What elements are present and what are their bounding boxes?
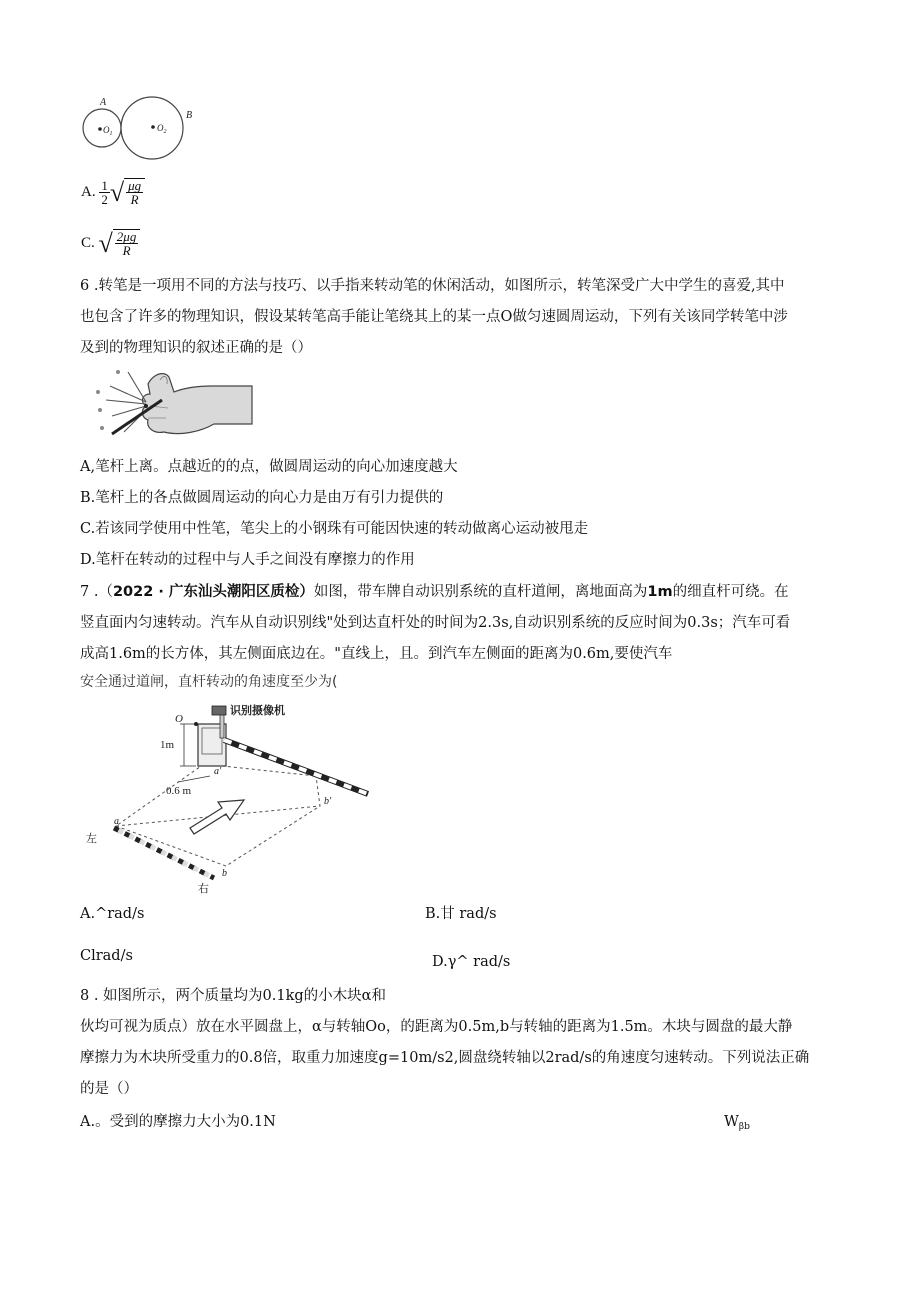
label-a: A	[100, 97, 107, 108]
label-o2: $O_2$	[157, 123, 167, 135]
q8-stem-line-3: 摩擦力为木块所受重力的0.8倍，取重力加速度g=10m∕s2,圆盘绕转轴以2rad/s的角速度匀速转动。下列说法正确	[80, 1050, 810, 1066]
camera	[212, 706, 226, 715]
small-circle-a	[83, 109, 121, 147]
q7-source: 2022 · 广东汕头潮阳区质检）	[112, 584, 314, 600]
q5-option-c-label: C.	[81, 234, 95, 251]
q6-option-a[interactable]: A,笔杆上离。点越近的的点，做圆周运动的向心加速度越大	[80, 459, 458, 475]
pivot-o	[194, 722, 198, 726]
camera-pole	[220, 714, 224, 738]
center-o2-dot	[151, 125, 155, 129]
sqrt-symbol: √	[98, 228, 113, 258]
q8-w-fragment: $W_{\beta b}$	[724, 1114, 750, 1132]
q6-stem-line-2: 也包含了许多的物理知识，假设某转笔高手能让笔绕其上的某一点O做匀速圆周运动，下列有关该同学转笔中涉	[80, 309, 788, 325]
q7-stem-line-4: 安全通过道闸，直杆转动的角速度至少为(	[80, 674, 338, 690]
camera-label: 识别摄像机	[230, 704, 285, 717]
q6-option-c[interactable]: C.若该同学使用中性笔，笔尖上的小钢珠有可能因快速的转动做离心运动被甩走	[80, 521, 589, 537]
two-circles-figure	[80, 92, 200, 164]
a-prime-label: a′	[214, 766, 222, 777]
q5-option-a-label: A.	[81, 183, 96, 200]
q8-stem-line-2: 伙均可视为质点）放在水平圆盘上，α与转轴Oo，的距离为0.5m,b与转轴的距离为1.5m。木块与圆盘的最大静	[80, 1019, 793, 1035]
q5-option-a-coef: $\frac{1}{2}$	[101, 178, 108, 207]
direction-arrow	[190, 800, 244, 834]
spin-point-o	[144, 404, 148, 408]
q7-stem-line-1: 7 .（2022 · 广东汕头潮阳区质检）如图，带车牌自动识别系统的直杆道闸，离地面高为1m的细直杆可绕。在	[80, 584, 789, 600]
q7-option-a[interactable]: A.^rad/s	[80, 906, 145, 922]
q8-stem-line-4: 的是（）	[80, 1081, 138, 1097]
q6-stem-line-1: 6 .转笔是一项用不同的方法与技巧、以手指来转动笔的休闲活动，如图所示，转笔深受广大中学生的喜爱,其中	[80, 278, 785, 294]
identification-line-stripe	[114, 828, 214, 878]
q8-stem-line-1: 8 . 如图所示，两个质量均为0.1kg的小木块α和	[80, 988, 386, 1004]
q6-option-b[interactable]: B.笔杆上的各点做圆周运动的向心力是由万有引力提供的	[80, 490, 444, 506]
left-label: 左	[86, 832, 97, 845]
hand-pen-illustration	[88, 362, 254, 442]
q7-stem-line-3: 成高1.6m的长方体，其左侧面底边在。"直线上，且。到汽车左侧面的距离为0.6m,要使汽车	[80, 646, 673, 662]
width-label: 0.6 m	[166, 785, 192, 797]
b-prime-label: b′	[324, 796, 332, 807]
q5-option-a[interactable]: A. $\frac{1}{2}$ √ $\frac{\mu g}{R}$	[81, 178, 145, 206]
label-o1: $O_1$	[103, 125, 113, 137]
q7-number: 7 .（	[80, 584, 113, 600]
q7-stem-line-2: 竖直面内匀速转动。汽车从自动识别线"处到达直杆处的时间为2.3s,自动识别系统的反应时间为0.3s；汽车可看	[80, 615, 791, 631]
b-label: b	[222, 868, 227, 879]
center-o1-dot	[98, 127, 102, 131]
label-b: B	[186, 110, 193, 121]
q7-option-c[interactable]: Clrad/s	[80, 948, 133, 964]
barrier-arm	[224, 740, 368, 794]
q8-option-a[interactable]: A.。受到的摩擦力大小为0.1N	[80, 1114, 276, 1130]
right-label: 右	[198, 882, 209, 895]
a-label: a	[114, 816, 119, 827]
height-label: 1m	[160, 739, 175, 751]
q7-option-d[interactable]: D.γ^ rad/s	[432, 954, 511, 970]
q5-option-c[interactable]: C. √ $\frac{2\mu g}{R}$	[81, 229, 140, 257]
o-label: O	[175, 713, 183, 725]
q7-option-b[interactable]: B.甘 rad/s	[425, 906, 497, 922]
barrier-gate-figure	[84, 698, 374, 900]
q6-stem-line-3: 及到的物理知识的叙述正确的是（）	[80, 340, 312, 356]
q6-option-d[interactable]: D.笔杆在转动的过程中与人手之间没有摩擦力的作用	[80, 552, 415, 568]
sqrt-symbol: √	[109, 177, 125, 207]
